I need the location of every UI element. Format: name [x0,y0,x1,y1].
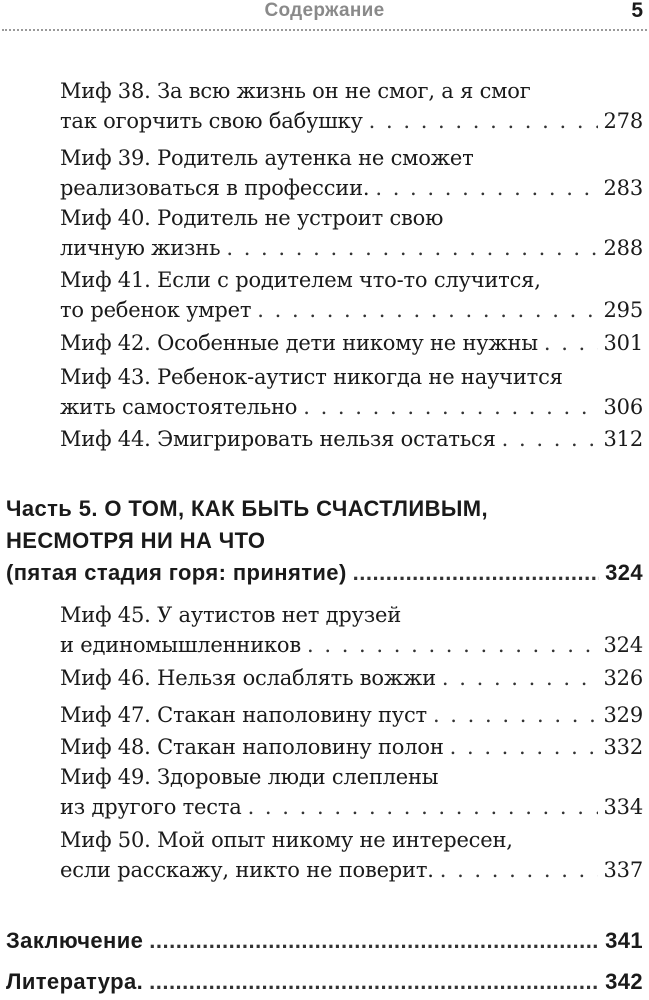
toc-entry-text: Миф 42. Особенные дети никому не нужны [60,331,538,355]
toc-page-number: 301 [603,331,643,355]
dot-leader [149,966,599,998]
toc-page-number: 326 [603,666,643,690]
toc-entry-text: то ребенок умрет [60,298,252,322]
toc-page-number: 295 [603,298,643,322]
part-title: Часть 5. О ТОМ, КАК БЫТЬ СЧАСТЛИВЫМ, [6,496,489,521]
part-title: НЕСМОТРЯ НИ НА ЧТО [6,528,266,553]
toc-page-number: 334 [603,795,643,819]
toc-entry-text: Миф 49. Здоровые люди слеплены [60,765,439,789]
toc-entry-text: Миф 48. Стакан наполовину полон [60,735,444,759]
toc-entry-text: Миф 44. Эмигрировать нельзя остаться [60,427,496,451]
toc-entry-myth-47[interactable] [60,700,643,730]
toc-entry-text: личную жизнь [60,236,221,260]
toc-section-title: Заключение [6,928,144,953]
toc-page-number: 288 [603,236,643,260]
toc-entry-myth-39[interactable] [60,143,643,203]
dot-leader [440,855,598,885]
toc-entry-myth-43[interactable] [60,362,643,422]
toc-page-number: 283 [603,176,643,200]
toc-page-number: 329 [603,703,643,727]
dot-leader [149,925,599,957]
dot-leader [303,392,597,422]
dot-leader [248,792,598,822]
toc-entry-text: Миф 40. Родитель не устроит свою [60,206,444,230]
toc-entry-text: Миф 41. Если с родителем что-то случится, [60,268,541,292]
toc-page-number: 278 [603,109,643,133]
toc-entry-text: Миф 38. За всю жизнь он не смог, а я смог [60,79,531,103]
toc-entry-myth-46[interactable] [60,663,643,693]
toc-page-number: 324 [605,560,643,585]
toc-part-5[interactable] [6,493,643,589]
toc-entry-myth-42[interactable] [60,328,643,358]
dot-leader [375,173,597,203]
toc-entry-myth-50[interactable] [60,825,643,885]
toc-page-number: 332 [603,735,643,759]
dot-leader [433,700,598,730]
dot-leader [226,233,597,263]
toc-entry-myth-48[interactable] [60,732,643,762]
part-subtitle: (пятая стадия горя: принятие) [6,560,347,585]
toc-entry-myth-44[interactable] [60,424,643,454]
page-header [0,0,649,32]
toc-page-number: 341 [605,928,643,953]
toc-entry-text: Миф 43. Ребенок-аутист никогда не научится [60,365,563,389]
dot-leader [442,663,598,693]
toc-entry-text: Миф 39. Родитель аутенка не сможет [60,146,474,170]
toc-entry-myth-38[interactable] [60,76,643,136]
header-dotted-rule [2,29,647,31]
toc-page-number: 342 [605,969,643,994]
dot-leader [369,106,598,136]
dot-leader [307,630,598,660]
toc-page-number: 337 [603,858,643,882]
toc-entry-myth-45[interactable] [60,600,643,660]
toc-page-number: 306 [603,395,643,419]
toc-entry-text: если расскажу, никто не поверит. [60,858,434,882]
page-number: 5 [631,0,643,22]
dot-leader [353,557,599,589]
toc-entry-myth-49[interactable] [60,762,643,822]
toc-literature[interactable] [6,966,643,998]
toc-section-title: Литература. [6,969,144,994]
toc-entry-text: жить самостоятельно [60,395,298,419]
dot-leader [450,732,598,762]
toc-entry-text: Миф 50. Мой опыт никому не интересен, [60,828,513,852]
toc-page-number: 312 [603,427,643,451]
toc-entry-text: Миф 46. Нельзя ослаблять вожжи [60,666,436,690]
running-title: Содержание [264,0,385,21]
toc-entry-text: так огорчить свою бабушку [60,109,363,133]
toc-entry-text: из другого теста [60,795,242,819]
toc-entry-text: Миф 47. Стакан наполовину пуст [60,703,427,727]
toc-entry-myth-41[interactable] [60,265,643,325]
dot-leader [257,295,597,325]
dot-leader [544,328,598,358]
toc-entry-text: и единомышленников [60,633,301,657]
dot-leader [502,424,598,454]
toc-entry-text: реализоваться в профессии. [60,176,370,200]
toc-conclusion[interactable] [6,925,643,957]
toc-entry-myth-40[interactable] [60,203,643,263]
toc-page-number: 324 [603,633,643,657]
toc-entry-text: Миф 45. У аутистов нет друзей [60,603,402,627]
